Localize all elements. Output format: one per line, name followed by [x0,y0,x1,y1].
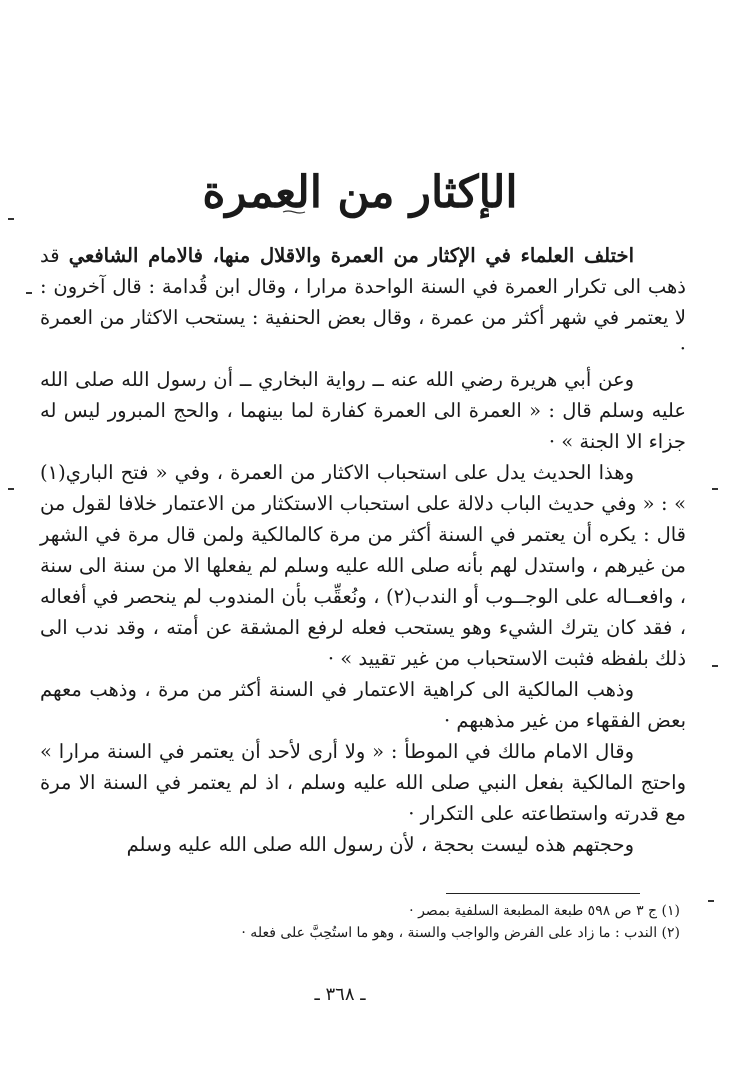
paragraph-1-lead: اختلف العلماء في الإكثار من العمرة والاقلال منها، فالامام الشافعي [68,244,634,267]
paragraph-1-rest: قد ذهب الى تكرار العمرة في السنة الواحدة مرارا ، وقال ابن قُدامة : قال آخرون : لا يعتمر في شهر أكثر من عمرة ، وقال بعض الحنفية : يستحب الاكثار من العمرة · [40,244,686,360]
footnote-divider [446,893,640,894]
margin-mark [712,665,718,667]
page-title: الإكثار من العمرة [202,167,518,218]
paragraph-2: وعن أبي هريرة رضي الله عنه ــ رواية البخاري ــ أن رسول الله صلى الله عليه وسلم قال : « العمرة الى العمرة كفارة لما بينهما ، والحج المبرور ليس له جزاء الا الجنة » · [40,368,686,453]
paragraph-5: وقال الامام مالك في الموطأ : « ولا أرى لأحد أن يعتمر في السنة مرارا » واحتج المالكية بفعل النبي صلى الله عليه وسلم ، اذ لم يعتمر في السنة الا مرة مع قدرته واستطاعته على التكرار · [40,740,686,825]
footnotes [40,900,680,944]
footnote-2: (٢) الندب : ما زاد على الفرض والواجب والسنة ، وهو ما استُحِبَّ على فعله · [241,925,680,941]
page-number: ـ ٣٦٨ ـ [314,984,366,1005]
main-text [40,240,686,860]
margin-mark [8,218,14,220]
paragraph-3: وهذا الحديث يدل على استحباب الاكثار من العمرة ، وفي « فتح الباري(١) » : « وفي حديث الباب دلالة على استحباب الاستكثار من الاعتمار خلافا لقول من قال : يكره أن يعتمر في السنة أكثر من مرة كالمالكية ولمن قال مرة في الشهر من غيرهم ، واستدل لهم بأنه صلى الله عليه وسلم لم يفعلها الا من سنة الى سنة ، وافعــاله على الوجــوب أو الندب(٢) ، ونُعقِّب بأن المندوب لم ينحصر في أفعاله ، فقد كان يترك الشيء وهو يستحب فعله لرفع المشقة عن أمته ، وقد ندب الى ذلك بلفظه فثبت الاستحباب من غير تقييد » · [40,461,686,670]
margin-mark [8,488,14,490]
margin-mark [708,900,714,902]
paragraph-6: وحجتهم هذه ليست بحجة ، لأن رسول الله صلى الله عليه وسلم [126,833,634,856]
margin-mark [712,488,718,490]
margin-mark [26,292,32,294]
footnote-1: (١) ج ٣ ص ٥٩٨ طبعة المطبعة السلفية بمصر · [409,903,680,919]
paragraph-4: وذهب المالكية الى كراهية الاعتمار في السنة أكثر من مرة ، وذهب معهم بعض الفقهاء من غير مذهبهم · [40,678,686,732]
paragraph-1 [40,240,686,364]
title-ornament [282,210,306,214]
